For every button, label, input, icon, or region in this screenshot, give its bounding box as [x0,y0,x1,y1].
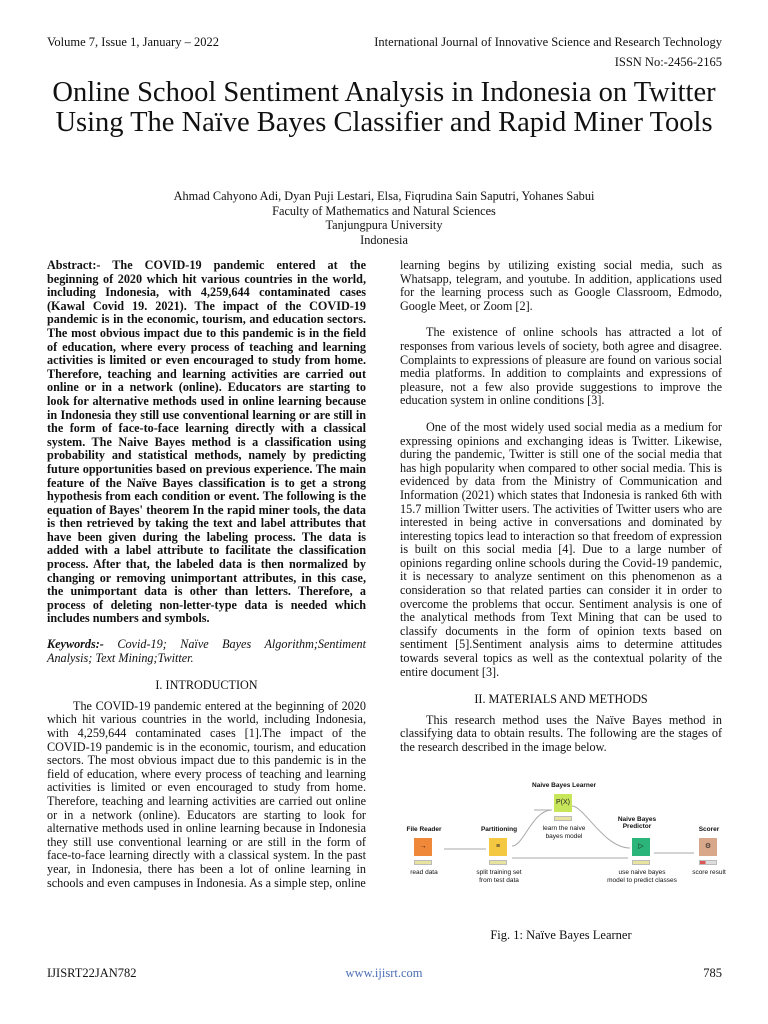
paragraph: One of the most widely used social media as a medium for expressing opinions and exchanging ideas is Twitter. Likewise, during the pandemic, Twitter is still one of the social media that has high popularity when compared to other social media. This is evidenced by data from the Ministry of Communication and Information (2021) which states that Indonesia is ranked 6th with 15.7 million Twitter users. The activities of Twitter users who are interested in being active in conversations and dominated by interesting topics lead to interaction so that freedom of expression is built on this social media [4]. Due to a large number of opinions regarding online schools during the Covid-19 pandemic, it is necessary to analyze sentiment on this phenomenon as a consideration so that related parties can consider it in order to overcome the problems that occur. Sentiment analysis is one of the analytical methods from Text Mining that can be used to classify documents in the form of opinion texts based on sentiment [5].Sentiment analysis aims to determine attitudes towards several topics as well as the contextual polarity of the entire document [3]. [400,419,722,679]
abstract: Abstract:- The COVID-19 pandemic entered at the beginning of 2020 which hit various countries in the world, including Indonesia, with 4,259,644 contaminated cases (Kawal Covid 19. 2021). The impact of the COVID-19 pandemic is in the economic, tourism, and education sectors. The most obvious impact due to this pandemic is in the field of education, where every process of teaching and learning activities is limited or even encouraged to study from home. Therefore, teaching and learning activities are carried out online or in a network (online). Educators are starting to look for alternative methods used in online learning because in Indonesia they still use conventional learning or are still in the form of face-to-face learning directly with a classical system. The Naive Bayes method is a classification using probability and statistical methods, namely by predicting future opportunities based on previous experience. The main feature of the Naïve Bayes classification is to get a strong hypothesis from each condition or event. The following is the equation of Bayes' theorem In the rapid miner tools, the data is then retrieved by taking the text and label attributes that have been given during the labeling process. The data is added with a label attribute to facilitate the classification process. After that, the labeled data is then normalized by changing or removing unimportant attributes, in this case, the unimportant data is other than letters. Therefore, a process of deleting non-letter-type data is needed which includes numbers and symbols. [47,258,366,626]
node-box: ⚙ [699,838,717,856]
node-desc-line: learn the naive [542,825,586,832]
authors: Ahmad Cahyono Adi, Dyan Puji Lestari, Elsa, Fiqrudina Sain Saputri, Yohanes Sabui [173,189,595,203]
node-title: Partitioning [480,826,518,833]
workflow-figure [404,782,726,926]
author-block [0,189,768,247]
node-description [519,825,609,841]
paper-title: Online School Sentiment Analysis in Indonesia on Twitter Using The Naïve Bayes Classifier and Rapid Miner Tools [52,77,716,138]
page-number: 785 [703,966,722,980]
node-box: ▷ [632,838,650,856]
node-status-lights [489,860,507,865]
node-desc-line: score result [692,869,726,876]
node-title: Naive Bayes Learner [532,782,596,789]
node-status-lights [632,860,650,865]
node-status-lights [414,860,432,865]
workflow-node [669,790,749,926]
issn: ISSN No:-2456-2165 [614,55,722,69]
journal-name: International Journal of Innovative Science and Research Technology [374,35,722,49]
section-heading-introduction: I. INTRODUCTION [155,678,258,693]
node-desc-line: split training set [476,869,522,876]
node-desc-line: read data [410,869,438,876]
journal-url[interactable]: www.ijisrt.com [345,966,423,980]
node-desc-line: model to predict classes [607,877,677,884]
node-desc-line: from test data [479,877,519,884]
node-box: P(X) [554,794,572,812]
keywords [47,638,366,665]
intro-paragraph: The COVID-19 pandemic entered at the beginning of 2020 which hit various countries in the world, including Indonesia, with 4,259,644 contaminated cases [1].The impact of the COVID-19 pandemic is in the economic, tourism, and education sectors. The most obvious impact due to this pandemic is in the field of education, where every process of teaching and learning activities is limited or even encouraged to study from home. Therefore, teaching and learning activities are carried out online or in a network (online). Educators are starting to look for alternative methods used in online learning because in Indonesia they still use conventional learning or are still in the form of face-to-face learning directly with a classical system. In the past year, in Indonesia, there has been a lot of online learning in schools and even campuses in Indonesia. As a simple step, online [47,698,366,890]
right-column [400,259,722,755]
node-box: → [414,838,432,856]
keywords-label: Keywords:- [47,637,104,652]
methods-paragraph: This research method uses the Naïve Bayes method in classifying data to obtain results. The following are the stages of the research described in the image below. [400,712,722,754]
faculty: Faculty of Mathematics and Natural Sciences [272,203,496,218]
node-status-lights [699,860,717,865]
country: Indonesia [360,232,408,247]
paper-id: IJISRT22JAN782 [47,966,137,980]
node-description [664,869,754,877]
keywords-text: Covid-19; Naïve Bayes Algorithm;Sentiment Analysis; Text Mining;Twitter. [47,637,366,665]
node-box: ≡ [489,838,507,856]
node-title: File Reader [406,826,442,833]
node-title: Naive Bayes Predictor [617,816,657,830]
volume-info: Volume 7, Issue 1, January – 2022 [47,35,219,49]
node-status-lights [554,816,572,821]
left-column [47,259,366,890]
section-heading-methods: II. MATERIALS AND METHODS [474,692,648,707]
workflow-node [524,782,604,926]
figure-caption: Fig. 1: Naïve Bayes Learner [490,928,632,942]
paragraph: learning begins by utilizing existing social media, such as Whatsapp, telegram, and youtube. In addition, applications used for the learning process such as Google Classroom, Edmodo, Google Meet, or Zoom [2]. [400,258,722,313]
node-title: Scorer [698,826,720,833]
node-desc-line: use naive bayes [618,869,666,876]
paragraph: The existence of online schools has attracted a lot of responses from various levels of society, both agree and disagree. Complaints to expressions of pleasure are found on various social media platforms. In addition to complaints and expressions of pleasure, not a few also provide suggestions to improve the education system in online conditions [3]. [400,325,722,408]
node-desc-line: bayes model [545,833,583,840]
university: Tanjungpura University [325,218,443,232]
workflow-node [384,790,464,926]
